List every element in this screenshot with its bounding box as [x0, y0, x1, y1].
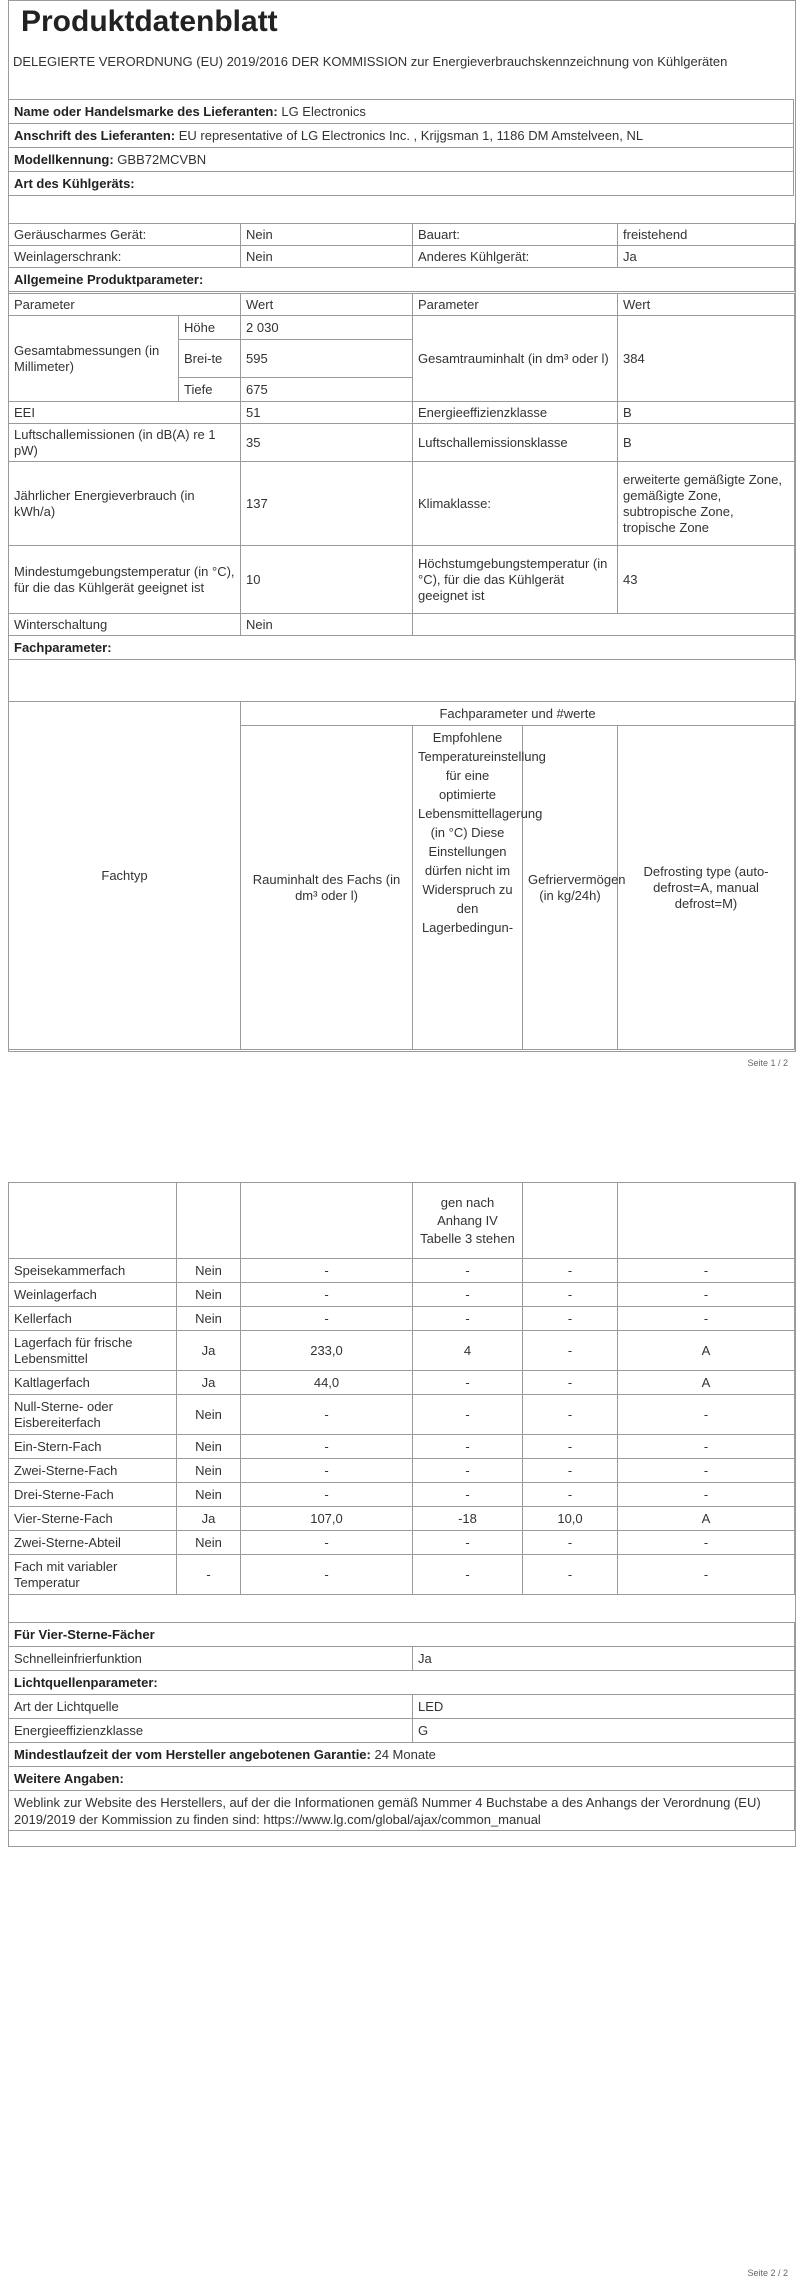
compartment-volume: 107,0	[241, 1507, 413, 1531]
dim-value: 595	[241, 340, 413, 378]
type-cell: Nein	[241, 224, 413, 246]
compartment-temp: -	[413, 1307, 523, 1331]
type-cell: Geräuscharmes Gerät:	[9, 224, 241, 246]
compartment-freeze: -	[523, 1531, 618, 1555]
compartment-table	[8, 1182, 795, 1595]
light-type-label: Art der Lichtquelle	[9, 1695, 413, 1719]
compartment-row	[9, 1459, 795, 1483]
compartment-row	[9, 1507, 795, 1531]
compartment-volume: -	[241, 1259, 413, 1283]
noise-label: Luftschallemissionen (in dB(A) re 1 pW)	[9, 424, 241, 462]
empty-cell	[523, 1183, 618, 1259]
empty-cell	[241, 1183, 413, 1259]
compartment-name: Kellerfach	[9, 1307, 177, 1331]
compartment-volume: -	[241, 1395, 413, 1435]
climate-label: Klimaklasse:	[413, 462, 618, 546]
compartment-present: Ja	[177, 1507, 241, 1531]
compartment-freeze: -	[523, 1459, 618, 1483]
max-temp-value: 43	[618, 546, 795, 614]
supplier-address-row	[9, 124, 794, 148]
dims-label: Gesamtabmessungen (in Millimeter)	[9, 316, 179, 402]
compartment-freeze: -	[523, 1283, 618, 1307]
type-header: Art des Kühlgeräts:	[9, 172, 794, 196]
dim-value: 2 030	[241, 316, 413, 340]
supplier-name-row	[9, 100, 794, 124]
compartment-volume: 44,0	[241, 1371, 413, 1395]
compartment-freeze: -	[523, 1307, 618, 1331]
dim-label: Tiefe	[179, 378, 241, 402]
compartment-temp: 4	[413, 1331, 523, 1371]
volume-label: Gesamtrauminhalt (in dm³ oder l)	[413, 316, 618, 402]
compartment-temp: -	[413, 1283, 523, 1307]
compartment-volume: -	[241, 1531, 413, 1555]
compartment-temp: -18	[413, 1507, 523, 1531]
compartment-present: Nein	[177, 1435, 241, 1459]
temp-col-header-cont: gen nach Anhang IV Tabelle 3 stehen	[413, 1183, 523, 1259]
supplier-table	[8, 99, 794, 196]
noise-value: 35	[241, 424, 413, 462]
fach-values-header: Fachparameter und #werte	[241, 702, 795, 726]
compartment-defrost: A	[618, 1371, 795, 1395]
compartment-defrost: -	[618, 1555, 795, 1595]
compartment-present: Nein	[177, 1459, 241, 1483]
weblink-text: Weblink zur Website des Herstellers, auf der die Informationen gemäß Nummer 4 Buchstabe a des Anhangs der Verordnung (EU) 2019/2019 der Kommission zu finden sind:	[14, 1794, 761, 1827]
compartment-present: Ja	[177, 1331, 241, 1371]
page-2	[0, 1090, 800, 2285]
energy-consumption-label: Jährlicher Energieverbrauch (in kWh/a)	[9, 462, 241, 546]
freeze-col-header: Gefriervermögen (in kg/24h)	[523, 726, 618, 1050]
weblink-url[interactable]: https://www.lg.com/global/ajax/common_manual	[263, 1811, 541, 1827]
model-id: GBB72MCVBN	[117, 151, 207, 167]
fachtyp-header: Fachtyp	[9, 702, 241, 1050]
page-title: Produktdatenblatt	[21, 5, 278, 38]
compartment-name: Ein-Stern-Fach	[9, 1435, 177, 1459]
winter-value: Nein	[241, 614, 413, 636]
dim-value: 675	[241, 378, 413, 402]
compartment-temp: -	[413, 1555, 523, 1595]
compartment-row	[9, 1259, 795, 1283]
fach-table-header	[8, 701, 795, 1050]
compartment-present: Nein	[177, 1307, 241, 1331]
compartment-volume: -	[241, 1283, 413, 1307]
compartment-temp: -	[413, 1395, 523, 1435]
supplier-name: LG Electronics	[281, 103, 366, 119]
winter-label: Winterschaltung	[9, 614, 241, 636]
type-cell: Anderes Kühlgerät:	[413, 246, 618, 268]
warranty-value: 24 Monate	[374, 1746, 436, 1762]
compartment-present: Nein	[177, 1259, 241, 1283]
compartment-temp: -	[413, 1259, 523, 1283]
compartment-name: Speisekammerfach	[9, 1259, 177, 1283]
compartment-temp: -	[413, 1483, 523, 1507]
compartment-row	[9, 1395, 795, 1435]
compartment-volume: -	[241, 1483, 413, 1507]
compartment-present: Nein	[177, 1531, 241, 1555]
compartment-defrost: A	[618, 1331, 795, 1371]
dim-label: Höhe	[179, 316, 241, 340]
volume-col-header: Rauminhalt des Fachs (in dm³ oder l)	[241, 726, 413, 1050]
compartment-row	[9, 1307, 795, 1331]
page-number: Seite 2 / 2	[747, 2268, 788, 2278]
defrost-col-header: Defrosting type (auto-defrost=A, manual defrost=M)	[618, 726, 795, 1050]
weblink-row	[9, 1791, 795, 1831]
type-table	[8, 223, 795, 292]
fach-header: Fachparameter:	[9, 636, 795, 660]
compartment-defrost: -	[618, 1283, 795, 1307]
supplier-address-label: Anschrift des Lieferanten:	[14, 127, 176, 143]
regulation-text: DELEGIERTE VERORDNUNG (EU) 2019/2016 DER KOMMISSION zur Energieverbrauchskennzeichnung von Kühlgeräten	[13, 54, 728, 69]
compartment-row	[9, 1555, 795, 1595]
min-temp-label: Mindestumgebungstemperatur (in °C), für die das Kühlgerät geeignet ist	[9, 546, 241, 614]
compartment-volume: -	[241, 1435, 413, 1459]
model-row	[9, 148, 794, 172]
type-cell: Ja	[618, 246, 795, 268]
compartment-row	[9, 1371, 795, 1395]
more-header: Weitere Angaben:	[9, 1767, 795, 1791]
energy-class-value: B	[618, 402, 795, 424]
type-cell: freistehend	[618, 224, 795, 246]
max-temp-label: Höchstumgebungstemperatur (in °C), für die das Kühlgerät geeignet ist	[413, 546, 618, 614]
compartment-name: Drei-Sterne-Fach	[9, 1483, 177, 1507]
eei-value: 51	[241, 402, 413, 424]
type-cell: Weinlagerschrank:	[9, 246, 241, 268]
type-cell: Bauart:	[413, 224, 618, 246]
page-number: Seite 1 / 2	[747, 1058, 788, 1068]
compartment-freeze: -	[523, 1555, 618, 1595]
energy-consumption-value: 137	[241, 462, 413, 546]
compartment-volume: -	[241, 1459, 413, 1483]
compartment-present: Ja	[177, 1371, 241, 1395]
quick-freeze-value: Ja	[413, 1647, 795, 1671]
compartment-name: Vier-Sterne-Fach	[9, 1507, 177, 1531]
compartment-row	[9, 1331, 795, 1371]
compartment-name: Zwei-Sterne-Fach	[9, 1459, 177, 1483]
type-cell: Nein	[241, 246, 413, 268]
compartment-row	[9, 1531, 795, 1555]
compartment-defrost: A	[618, 1507, 795, 1531]
compartment-defrost: -	[618, 1435, 795, 1459]
supplier-name-label: Name oder Handelsmarke des Lieferanten:	[14, 103, 278, 119]
min-temp-value: 10	[241, 546, 413, 614]
warranty-row	[9, 1743, 795, 1767]
extra-table	[8, 1622, 795, 1831]
empty-cell	[177, 1183, 241, 1259]
compartment-name: Null-Sterne- oder Eisbereiterfach	[9, 1395, 177, 1435]
light-class-label: Energieeffizienzklasse	[9, 1719, 413, 1743]
temp-col-header: Empfohlene Temperatureinstellung für eine optimierte Lebensmittellagerung (in °C) Diese Einstellungen dürfen nicht im Widerspruch zu den Lagerbedingun-	[413, 726, 523, 1050]
light-type-value: LED	[413, 1695, 795, 1719]
compartment-freeze: -	[523, 1435, 618, 1459]
compartment-freeze: -	[523, 1395, 618, 1435]
compartment-temp: -	[413, 1531, 523, 1555]
compartment-freeze: -	[523, 1259, 618, 1283]
page-2-frame	[8, 1182, 796, 1847]
eei-label: EEI	[9, 402, 241, 424]
energy-class-label: Energieeffizienzklasse	[413, 402, 618, 424]
compartment-present: -	[177, 1555, 241, 1595]
four-star-header: Für Vier-Sterne-Fächer	[9, 1623, 795, 1647]
dim-label: Brei-te	[179, 340, 241, 378]
compartment-volume: -	[241, 1555, 413, 1595]
compartment-temp: -	[413, 1435, 523, 1459]
compartment-present: Nein	[177, 1395, 241, 1435]
empty-cell	[413, 614, 795, 636]
quick-freeze-label: Schnelleinfrierfunktion	[9, 1647, 413, 1671]
compartment-freeze: -	[523, 1371, 618, 1395]
compartment-row	[9, 1283, 795, 1307]
warranty-label: Mindestlaufzeit der vom Hersteller angebotenen Garantie:	[14, 1746, 371, 1762]
compartment-defrost: -	[618, 1395, 795, 1435]
empty-cell	[9, 1183, 177, 1259]
compartment-present: Nein	[177, 1283, 241, 1307]
col-header-value: Wert	[241, 294, 413, 316]
page-1-frame	[8, 0, 796, 1052]
compartment-defrost: -	[618, 1259, 795, 1283]
compartment-freeze: 10,0	[523, 1507, 618, 1531]
climate-value: erweiterte gemäßigte Zone, gemäßigte Zone, subtropische Zone, tropische Zone	[618, 462, 795, 546]
col-header-value: Wert	[618, 294, 795, 316]
compartment-volume: -	[241, 1307, 413, 1331]
compartment-freeze: -	[523, 1331, 618, 1371]
compartment-temp: -	[413, 1459, 523, 1483]
noise-class-label: Luftschallemissionsklasse	[413, 424, 618, 462]
compartment-defrost: -	[618, 1459, 795, 1483]
compartment-name: Zwei-Sterne-Abteil	[9, 1531, 177, 1555]
compartment-name: Kaltlagerfach	[9, 1371, 177, 1395]
col-header-parameter: Parameter	[9, 294, 241, 316]
compartment-defrost: -	[618, 1307, 795, 1331]
compartment-row	[9, 1483, 795, 1507]
compartment-defrost: -	[618, 1531, 795, 1555]
compartment-row	[9, 1435, 795, 1459]
compartment-name: Fach mit variabler Temperatur	[9, 1555, 177, 1595]
compartment-name: Lagerfach für frische Lebensmittel	[9, 1331, 177, 1371]
compartment-name: Weinlagerfach	[9, 1283, 177, 1307]
general-header: Allgemeine Produktparameter:	[9, 268, 795, 292]
supplier-address: EU representative of LG Electronics Inc. , Krijgsman 1, 1186 DM Amstelveen, NL	[178, 127, 644, 143]
general-table	[8, 293, 795, 660]
page-1	[0, 0, 800, 1090]
compartment-volume: 233,0	[241, 1331, 413, 1371]
empty-cell	[618, 1183, 795, 1259]
compartment-present: Nein	[177, 1483, 241, 1507]
compartment-temp: -	[413, 1371, 523, 1395]
light-class-value: G	[413, 1719, 795, 1743]
col-header-parameter: Parameter	[413, 294, 618, 316]
noise-class-value: B	[618, 424, 795, 462]
model-label: Modellkennung:	[14, 151, 114, 167]
volume-value: 384	[618, 316, 795, 402]
compartment-defrost: -	[618, 1483, 795, 1507]
compartment-freeze: -	[523, 1483, 618, 1507]
light-header: Lichtquellenparameter:	[9, 1671, 795, 1695]
